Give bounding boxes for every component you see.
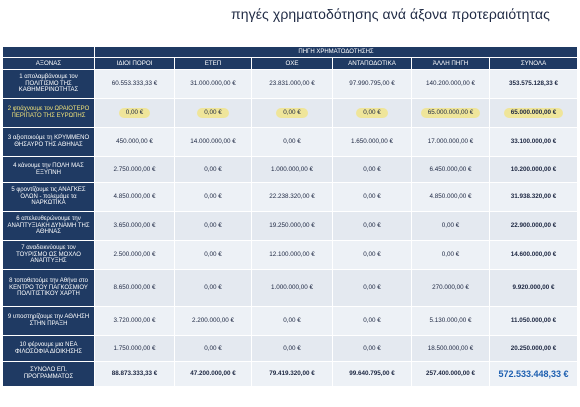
table-cell: 0,00 €	[175, 183, 252, 212]
highlighted-value: 65.000.000,00 €	[421, 108, 481, 117]
table-cell: 18.500.000,00 €	[412, 336, 490, 362]
table-cell: 1.750.000,00 €	[95, 336, 175, 362]
total-cell: 257.400.000,00 €	[412, 362, 490, 387]
table-cell: 0,00 €	[333, 336, 412, 362]
table-cell: 0,00 €	[252, 128, 333, 157]
table-cell: 0,00 €	[333, 307, 412, 336]
table-cell: 270.000,00 €	[412, 270, 490, 307]
axis-label: 10 φέρνουμε μια ΝΕΑ ΦΙΛΟΣΟΦΙΑ ΔΙΟΙΚΗΣΗΣ	[3, 336, 95, 362]
highlighted-value: 0,00 €	[276, 108, 308, 117]
table-cell: 0,00 €	[175, 157, 252, 183]
total-cell: 79.419.320,00 €	[252, 362, 333, 387]
row-total: 9.920.000,00 €	[490, 270, 578, 307]
total-cell: 88.873.333,33 €	[95, 362, 175, 387]
row-total: 14.600.000,00 €	[490, 241, 578, 270]
column-header-other-source: ΆΛΛΗ ΠΗΓΗ	[412, 58, 490, 70]
table-row	[3, 307, 578, 336]
axis-label: 9 υποστηρίζουμε την ΑΘΛΗΣΗ ΣΤΗΝ ΠΡΑΞΗ	[3, 307, 95, 336]
funding-source-header: ΠΗΓΗ ΧΡΗΜΑΤΟΔΟΤΗΣΗΣ	[95, 47, 578, 58]
table-cell: 2.200.000,00 €	[175, 307, 252, 336]
table-cell: 23.831.000,00 €	[252, 70, 333, 99]
table-cell: 97.990.795,00 €	[333, 70, 412, 99]
row-total: 33.100.000,00 €	[490, 128, 578, 157]
table-cell: 140.200.000,00 €	[412, 70, 490, 99]
table-cell: 14.000.000,00 €	[175, 128, 252, 157]
column-header-own-resources: ΙΔΙΟΙ ΠΟΡΟΙ	[95, 58, 175, 70]
table-row	[3, 128, 578, 157]
highlighted-value: 0,00 €	[119, 108, 151, 117]
table-row	[3, 183, 578, 212]
table-cell: 3.650.000,00 €	[95, 212, 175, 241]
table-cell: 19.250.000,00 €	[252, 212, 333, 241]
axis-label: 5 φροντίζουμε τις ΑΝΑΓΚΕΣ ΟΛΩΝ - πολεμάμε τα ΝΑΡΚΩΤΙΚΑ	[3, 183, 95, 212]
table-cell: 0,00 €	[333, 241, 412, 270]
highlighted-value: 0,00 €	[197, 108, 229, 117]
table-cell: 0,00 €	[175, 241, 252, 270]
column-header-etep: ΕΤΕΠ	[175, 58, 252, 70]
table-cell: 0,00 €	[333, 183, 412, 212]
funding-table	[2, 46, 578, 387]
row-total: 11.050.000,00 €	[490, 307, 578, 336]
table-cell: 0,00 €	[175, 270, 252, 307]
table-row	[3, 270, 578, 307]
row-total: 31.938.320,00 €	[490, 183, 578, 212]
table-row	[3, 157, 578, 183]
table-cell: 0,00 €	[412, 241, 490, 270]
table-row	[3, 70, 578, 99]
axis-label: 4 κάνουμε την ΠΟΛΗ ΜΑΣ ΕΞΥΠΝΗ	[3, 157, 95, 183]
row-total: 22.900.000,00 €	[490, 212, 578, 241]
row-total: 10.200.000,00 €	[490, 157, 578, 183]
total-row-label: ΣΥΝΟΛΟ ΕΠ. ΠΡΟΓΡΑΜΜΑΤΟΣ	[3, 362, 95, 387]
table-cell: 2.500.000,00 €	[95, 241, 175, 270]
table-cell: 1.650.000,00 €	[333, 128, 412, 157]
column-header-totals: ΣΥΝΟΛΑ	[490, 58, 578, 70]
total-row	[3, 362, 578, 387]
table-cell: 4.850.000,00 €	[95, 183, 175, 212]
table-row	[3, 336, 578, 362]
grand-total: 572.533.448,33 €	[490, 362, 578, 387]
table-cell: 12.100.000,00 €	[252, 241, 333, 270]
table-cell: 60.553.333,33 €	[95, 70, 175, 99]
table-cell: 1.000.000,00 €	[252, 270, 333, 307]
table-cell: 0,00 €	[333, 157, 412, 183]
table-cell: 0,00 €	[412, 212, 490, 241]
row-total: 20.250.000,00 €	[490, 336, 578, 362]
axis-label: 7 αναδεικνύουμε τον ΤΟΥΡΙΣΜΟ ΩΣ ΜΟΧΛΟ ΑΝΑΠΤΥΞΗΣ	[3, 241, 95, 270]
table-row	[3, 241, 578, 270]
table-cell: 5.130.000,00 €	[412, 307, 490, 336]
table-cell: 17.000.000,00 €	[412, 128, 490, 157]
table-cell: 3.720.000,00 €	[95, 307, 175, 336]
axis-label: 8 τοποθετούμε την Αθήνα στο ΚΕΝΤΡΟ ΤΟΥ ΠΑΓΚΟΣΜΙΟΥ ΠΟΛΙΤΙΣΤΙΚΟΥ ΧΑΡΤΗ	[3, 270, 95, 307]
highlighted-value: 0,00 €	[356, 108, 388, 117]
axis-label: 2 φτιάχνουμε τον ΩΡΑΙΟΤΕΡΟ ΠΕΡΙΠΑΤΟ ΤΗΣ ΕΥΡΩΠΗΣ	[3, 99, 95, 128]
total-cell: 47.200.000,00 €	[175, 362, 252, 387]
table-cell: 0,00 €	[333, 270, 412, 307]
table-cell: 2.750.000,00 €	[95, 157, 175, 183]
table-row-highlighted	[3, 99, 578, 128]
column-header-antapodotika: ΑΝΤΑΠΟΔΟΤΙΚΑ	[333, 58, 412, 70]
column-header-oxe: ΟΧΕ	[252, 58, 333, 70]
table-cell: 31.000.000,00 €	[175, 70, 252, 99]
table-cell: 0,00 €	[333, 212, 412, 241]
table-cell: 8.650.000,00 €	[95, 270, 175, 307]
table-row	[3, 212, 578, 241]
axis-label: 3 αξιοποιούμε τη ΚΡΥΜΜΕΝΟ ΘΗΣΑΥΡΟ ΤΗΣ ΑΘΗΝΑΣ	[3, 128, 95, 157]
table-cell: 1.000.000,00 €	[252, 157, 333, 183]
total-cell: 99.640.795,00 €	[333, 362, 412, 387]
table-cell: 4.850.000,00 €	[412, 183, 490, 212]
axis-label: 1 απολαμβάνουμε τον ΠΟΛΙΤΙΣΜΟ ΤΗΣ ΚΑΘΗΜΕΡΙΝΟΤΗΤΑΣ	[3, 70, 95, 99]
table-cell: 6.450.000,00 €	[412, 157, 490, 183]
table-corner	[3, 47, 95, 58]
axis-column-header: ΑΞΟΝΑΣ	[3, 58, 95, 70]
table-cell: 0,00 €	[175, 212, 252, 241]
row-total: 353.575.128,33 €	[490, 70, 578, 99]
axis-label: 6 απελευθερώνουμε την ΑΝΑΠΤΥΞΙΑΚΗ ΔΥΝΑΜΗ ΤΗΣ ΑΘΗΝΑΣ	[3, 212, 95, 241]
page-title: πηγές χρηματοδότησης ανά άξονα προτεραιότητας	[230, 6, 550, 22]
table-cell: 0,00 €	[252, 307, 333, 336]
highlighted-row-total: 65.000.000,00 €	[504, 108, 564, 117]
table-cell: 0,00 €	[175, 336, 252, 362]
table-cell: 450.000,00 €	[95, 128, 175, 157]
table-cell: 0,00 €	[252, 336, 333, 362]
table-cell: 22.238.320,00 €	[252, 183, 333, 212]
